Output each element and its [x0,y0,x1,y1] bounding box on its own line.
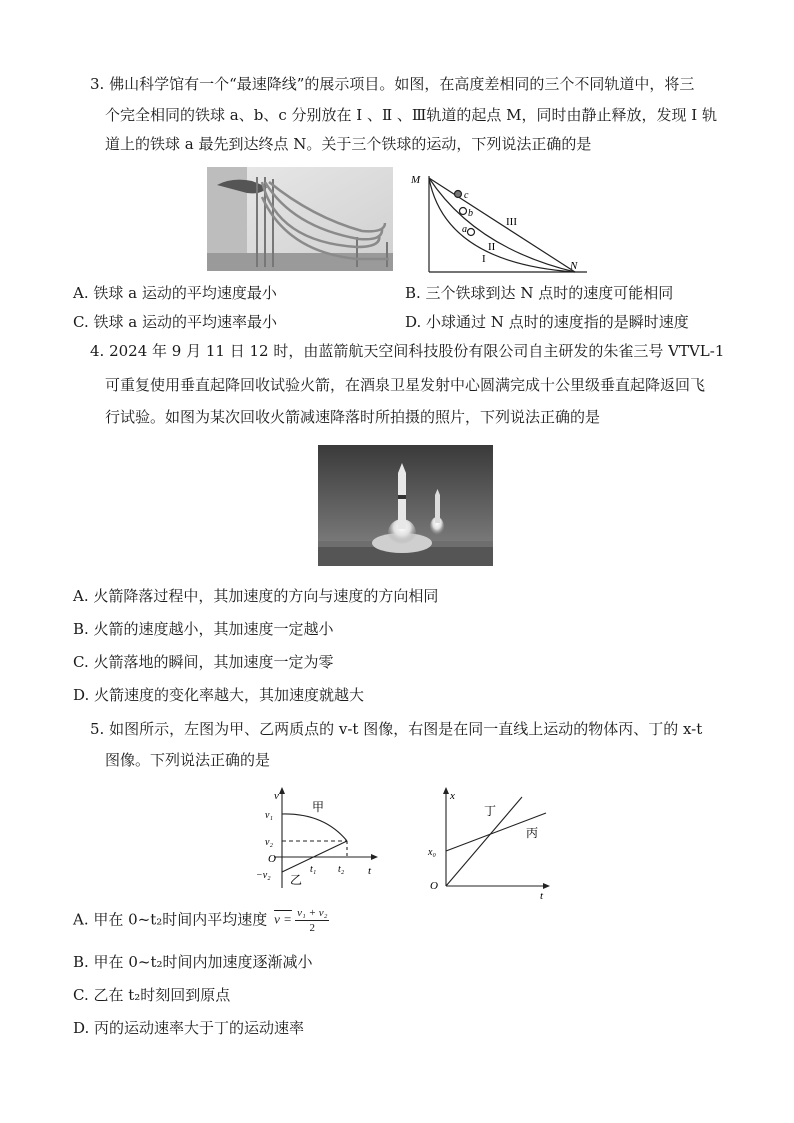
label-b: b [468,208,473,219]
q3-apparatus-photo [207,167,393,271]
q5-option-a[interactable] [73,906,329,935]
q5-stem-line2: 图像。下列说法正确的是 [105,751,271,769]
label-t-left: t [368,865,372,877]
q3-stem-line3: 道上的铁球 a 最先到达终点 N。关于三个铁球的运动，下列说法正确的是 [105,135,592,153]
formula-denominator: 2 [309,922,316,934]
label-t2: t₂ [338,864,345,875]
formula-lhs: v = [274,911,292,927]
label-yi: 乙 [290,873,303,887]
q3-option-a[interactable]: A. 铁球 a 运动的平均速度最小 [73,284,277,302]
label-O-right: O [430,880,438,892]
q5-option-d[interactable]: D. 丙的运动速率大于丁的运动速率 [73,1019,305,1037]
q3-stem-line2: 个完全相同的铁球 a、b、c 分别放在 Ⅰ 、Ⅱ 、Ⅲ轨道的起点 M，同时由静止释放，发现 I 轨 [105,106,717,124]
label-t1: t₁ [310,864,317,875]
label-v1: v₁ [265,810,273,821]
label-bing: 丙 [526,826,539,840]
q5-option-a-text: A. 甲在 0~t₂时间内平均速度 [73,910,268,929]
q3-track-diagram [405,168,595,278]
q4-option-c[interactable]: C. 火箭落地的瞬间，其加速度一定为零 [73,653,334,671]
label-M: M [411,174,421,186]
q5-option-b[interactable]: B. 甲在 0~t₂时间内加速度逐渐减小 [73,953,313,971]
q5-xt-graph [426,785,556,901]
q4-option-d[interactable]: D. 火箭速度的变化率越大，其加速度就越大 [73,686,365,704]
q4-option-a[interactable]: A. 火箭降落过程中，其加速度的方向与速度的方向相同 [73,587,439,605]
formula-fraction [295,906,329,935]
ball-c [455,191,462,198]
q4-stem-line1: 4. 2024 年 9 月 11 日 12 时，由蓝箭航天空间科技股份有限公司自主研发的朱雀三号 VTVL-1 [90,342,725,360]
q3-stem-line1: 3. 佛山科学馆有一个“最速降线”的展示项目。如图，在高度差相同的三个不同轨道中，将三 [90,75,695,93]
q3-option-b[interactable]: B. 三个铁球到达 N 点时的速度可能相同 [405,284,674,302]
label-III: III [506,216,517,228]
label-II: II [488,241,496,253]
q3-option-c[interactable]: C. 铁球 a 运动的平均速率最小 [73,313,277,331]
label-a: a [462,224,467,235]
q5-option-c[interactable]: C. 乙在 t₂时刻回到原点 [73,986,231,1004]
ball-a [468,229,475,236]
ball-b [460,208,467,215]
q4-stem-line2: 可重复使用垂直起降回收试验火箭，在酒泉卫星发射中心圆满完成十公里级垂直起降返回飞 [105,376,706,394]
label-O-left: O [268,853,276,865]
label-x0: x₀ [428,847,436,858]
label-t-right: t [540,890,544,901]
label-c: c [464,190,469,201]
q4-rocket-photo [318,445,493,566]
q4-option-b[interactable]: B. 火箭的速度越小，其加速度一定越小 [73,620,334,638]
label-v: v [274,790,279,802]
label-jia: 甲 [312,800,325,814]
label-N: N [570,260,578,272]
label-ding: 丁 [484,804,497,818]
q5-vt-graph [252,785,382,895]
q4-stem-line3: 行试验。如图为某次回收火箭减速降落时所拍摄的照片，下列说法正确的是 [105,408,601,426]
label-v2: v₂ [265,837,273,848]
q5-stem-line1: 5. 如图所示，左图为甲、乙两质点的 v-t 图像，右图是在同一直线上运动的物体丙、丁的 x-t [90,720,703,738]
curve-jia [282,814,347,841]
q3-option-d[interactable]: D. 小球通过 N 点时的速度指的是瞬时速度 [405,313,689,331]
q5-option-a-formula [274,906,329,935]
label-I: I [482,253,486,265]
label-x: x [450,790,455,802]
formula-numerator: v₁ + v₂ [297,907,328,919]
label-neg-v2: −v₂ [256,870,271,881]
